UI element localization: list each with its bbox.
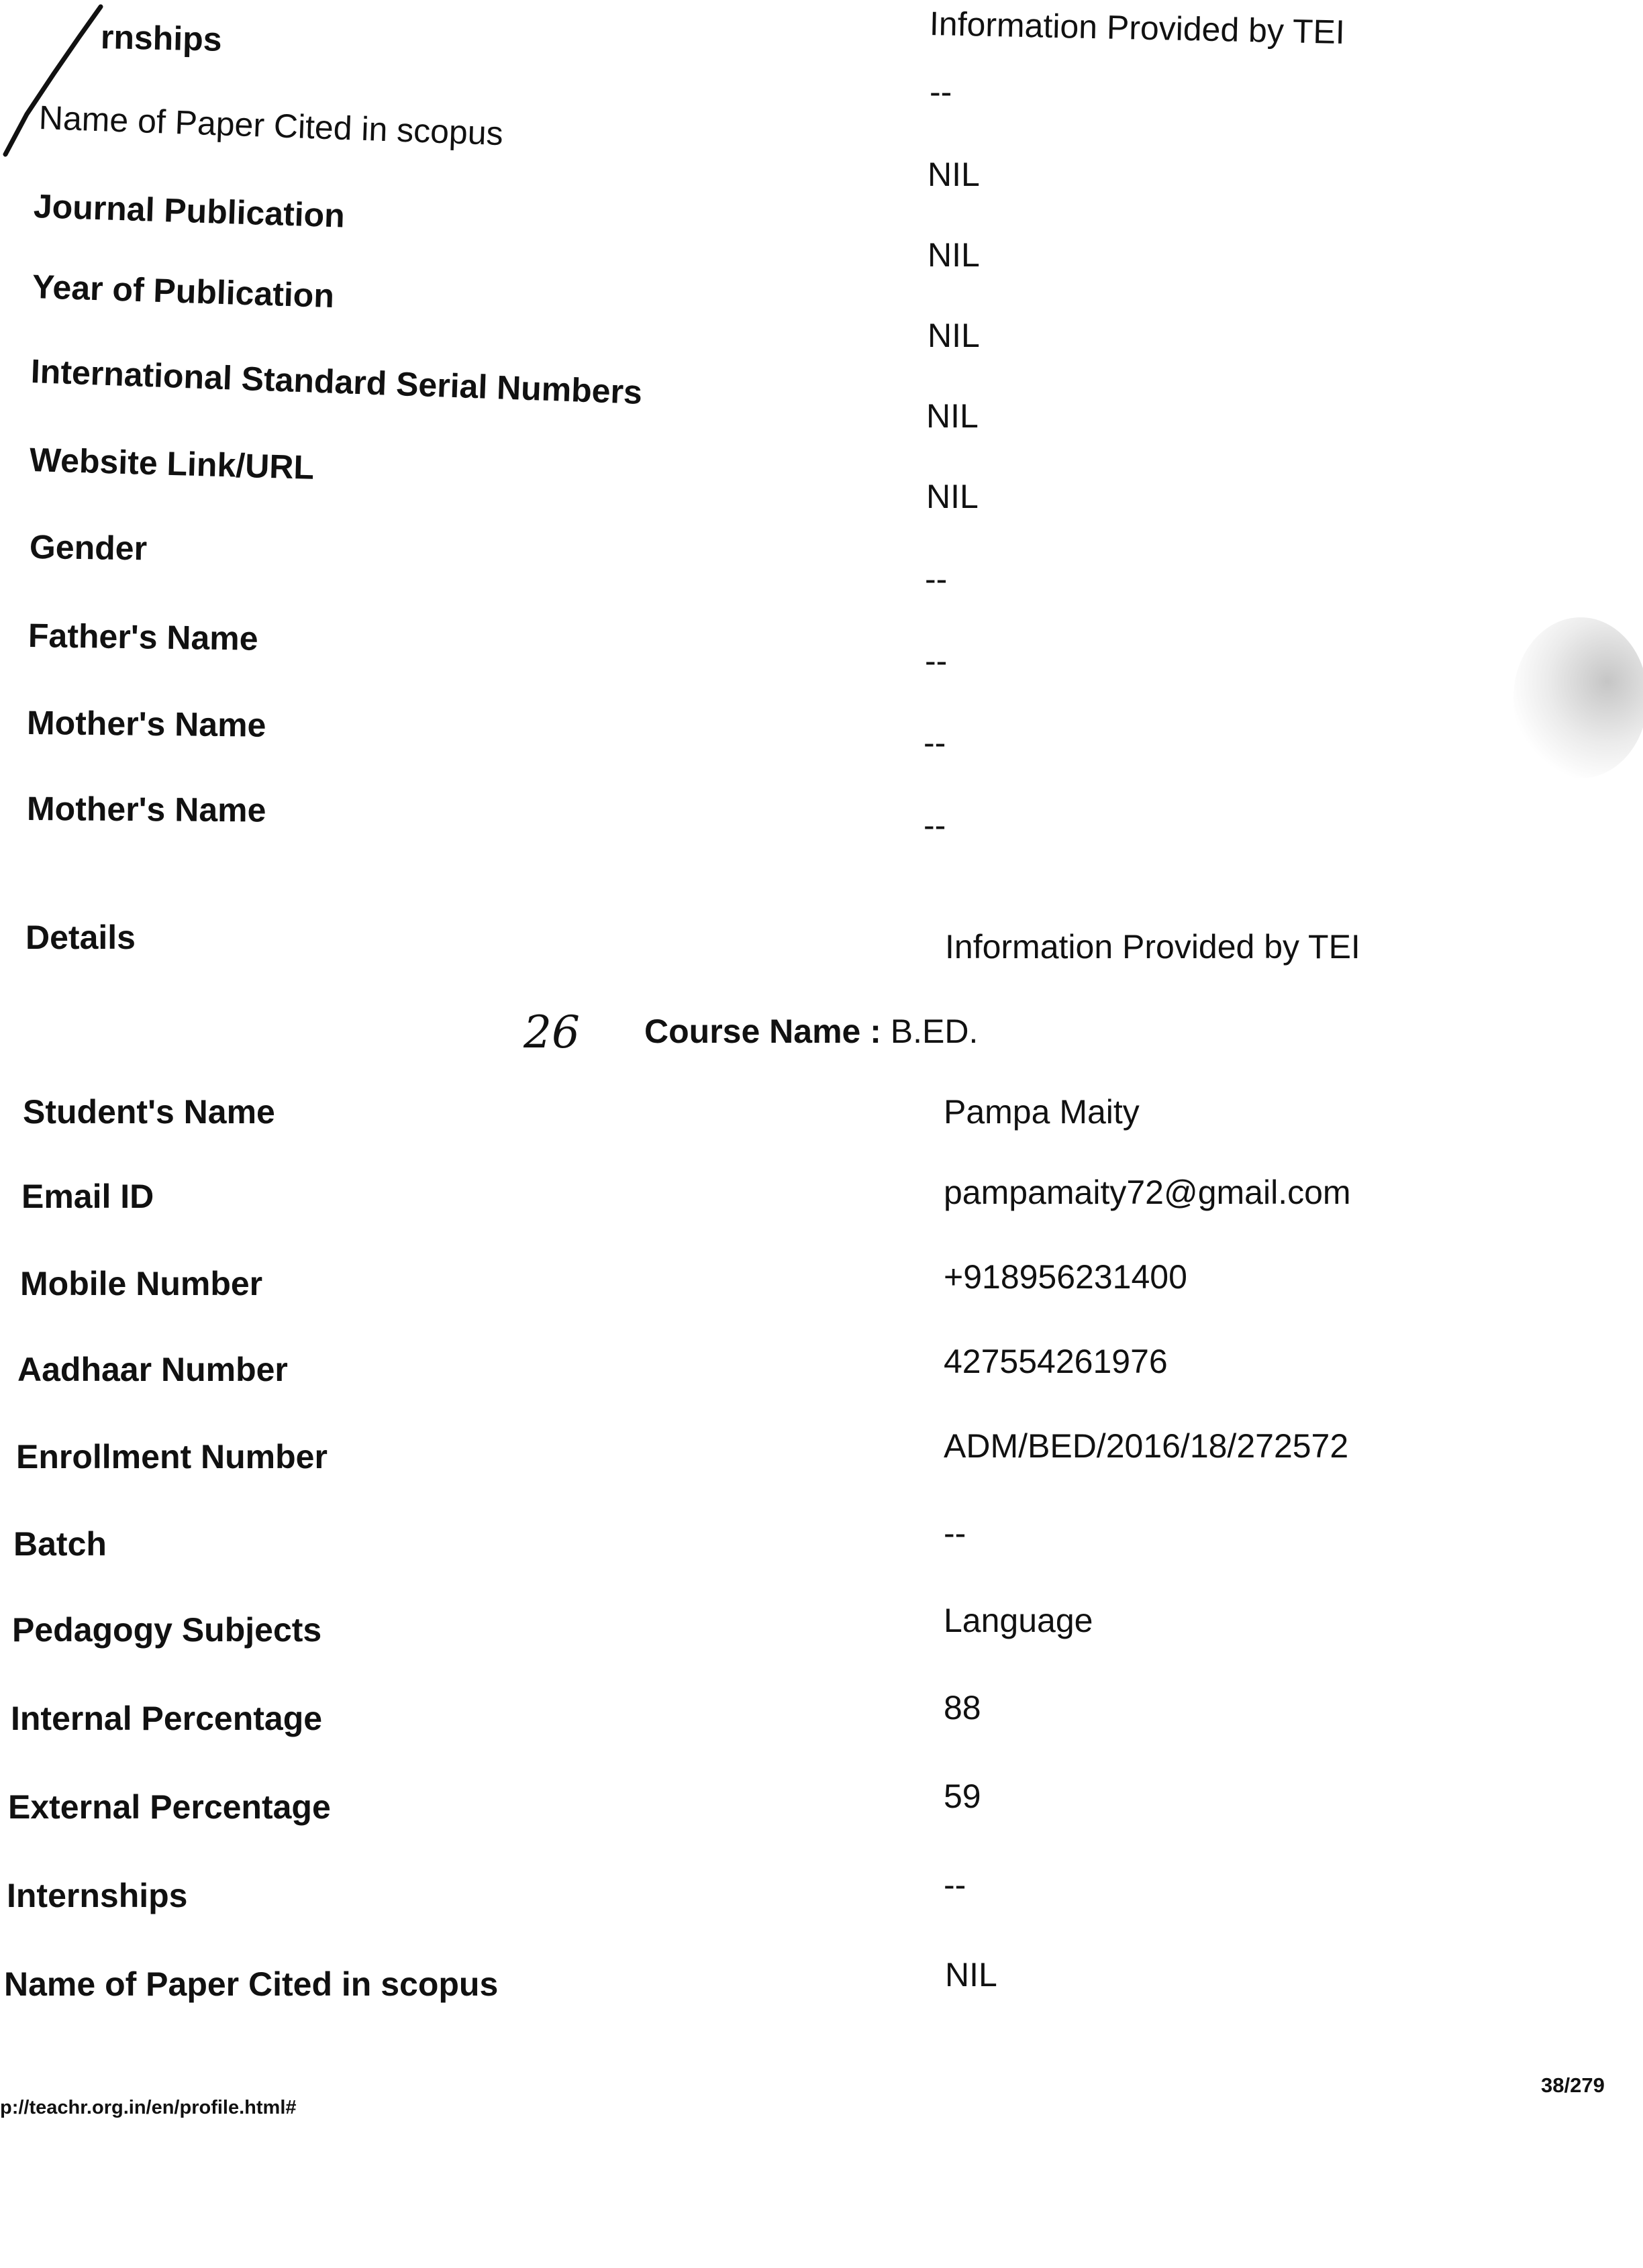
row-label-mothers-name-2: Mother's Name bbox=[26, 790, 266, 829]
row-value-issn: NIL bbox=[928, 317, 980, 354]
row-label-website-link: Website Link/URL bbox=[29, 441, 315, 486]
row-label-year-of-publication: Year of Publication bbox=[32, 268, 335, 315]
mobile-number-value: +918956231400 bbox=[944, 1258, 1187, 1296]
row-label-mothers-name: Mother's Name bbox=[26, 704, 266, 744]
course-name-row bbox=[644, 1012, 978, 1051]
handwritten-number: 26 bbox=[524, 1007, 580, 1058]
paper-cited-value: NIL bbox=[945, 1956, 997, 1994]
row-label-journal-publication: Journal Publication bbox=[33, 187, 346, 235]
row-value-gender: NIL bbox=[926, 478, 979, 515]
internships-value: -- bbox=[944, 1866, 966, 1904]
internships-label: Internships bbox=[7, 1877, 188, 1914]
student-name-value: Pampa Maity bbox=[944, 1093, 1140, 1131]
row-value-paper-cited: -- bbox=[930, 73, 952, 111]
enrollment-number-value: ADM/BED/2016/18/272572 bbox=[944, 1427, 1349, 1465]
email-id-label: Email ID bbox=[21, 1178, 154, 1215]
mobile-number-label: Mobile Number bbox=[20, 1265, 263, 1302]
row-value-fathers-name: -- bbox=[925, 560, 948, 598]
row-label-gender: Gender bbox=[29, 528, 148, 568]
external-percentage-label: External Percentage bbox=[8, 1788, 331, 1826]
details-value: Information Provided by TEI bbox=[945, 928, 1360, 966]
footer-page-number: 38/279 bbox=[1541, 2073, 1605, 2097]
course-name-label: Course Name : bbox=[644, 1013, 881, 1050]
row-value-website-link: NIL bbox=[926, 397, 979, 435]
top-heading-value: Information Provided by TEI bbox=[929, 5, 1346, 51]
scan-smudge bbox=[1513, 617, 1643, 778]
row-label-paper-cited: Name of Paper Cited in scopus bbox=[38, 99, 504, 153]
aadhaar-number-value: 427554261976 bbox=[944, 1343, 1168, 1380]
course-name-value: B.ED. bbox=[890, 1013, 979, 1050]
student-name-label: Student's Name bbox=[23, 1093, 275, 1131]
row-value-mothers-name-2: -- bbox=[924, 724, 946, 762]
internal-percentage-label: Internal Percentage bbox=[11, 1700, 323, 1737]
top-heading-label: rnships bbox=[100, 18, 223, 58]
internal-percentage-value: 88 bbox=[944, 1689, 981, 1726]
aadhaar-number-label: Aadhaar Number bbox=[17, 1351, 288, 1388]
batch-value: -- bbox=[944, 1514, 966, 1552]
paper-cited-label: Name of Paper Cited in scopus bbox=[4, 1965, 499, 2003]
row-label-issn: International Standard Serial Numbers bbox=[30, 352, 643, 411]
row-value-mothers-name: -- bbox=[925, 642, 948, 680]
email-id-value: pampamaity72@gmail.com bbox=[944, 1174, 1351, 1211]
row-value-journal-publication: NIL bbox=[928, 156, 980, 193]
pedagogy-subjects-label: Pedagogy Subjects bbox=[12, 1611, 322, 1649]
row-value-extra: -- bbox=[924, 807, 946, 844]
external-percentage-value: 59 bbox=[944, 1777, 981, 1815]
row-value-year-of-publication: NIL bbox=[928, 236, 980, 274]
row-label-fathers-name: Father's Name bbox=[28, 617, 258, 658]
pedagogy-subjects-value: Language bbox=[944, 1602, 1093, 1639]
footer-url: p://teachr.org.in/en/profile.html# bbox=[0, 2097, 297, 2118]
batch-label: Batch bbox=[13, 1525, 107, 1563]
enrollment-number-label: Enrollment Number bbox=[16, 1438, 328, 1476]
details-label: Details bbox=[26, 919, 136, 956]
